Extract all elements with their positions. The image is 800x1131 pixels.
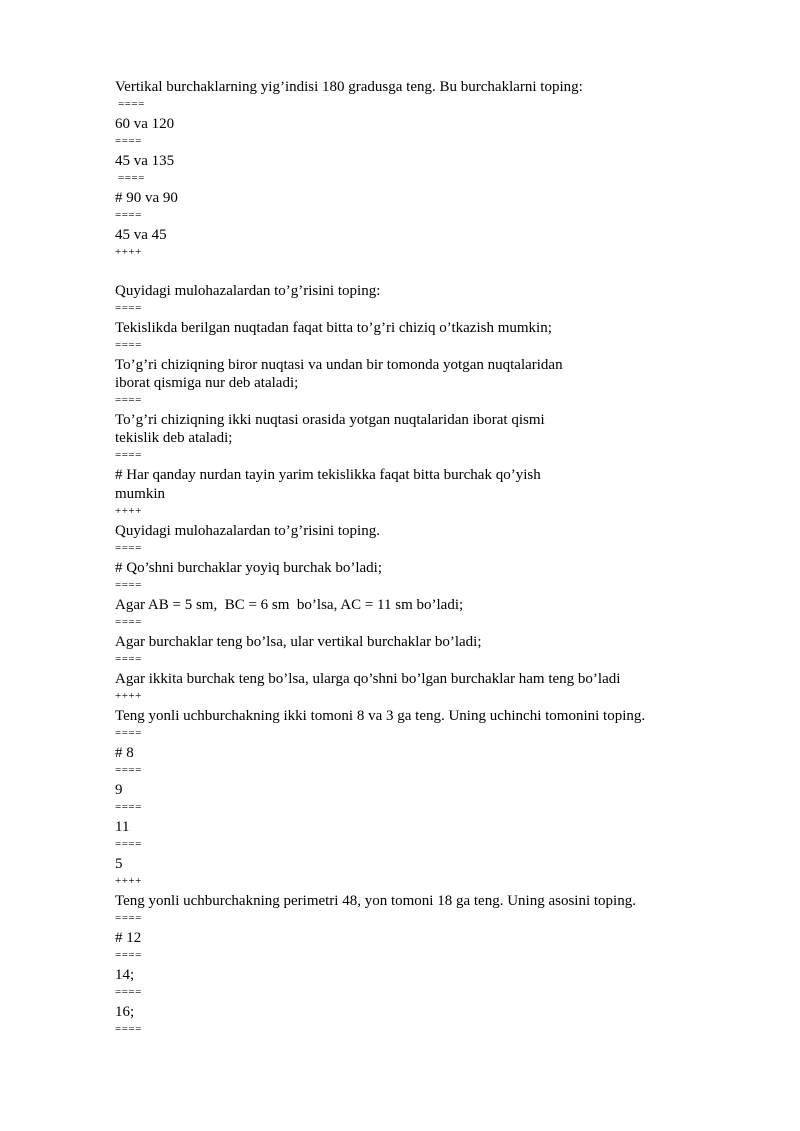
separator: ==== xyxy=(115,912,142,924)
separator: ==== xyxy=(115,1023,142,1035)
separator: ==== xyxy=(115,727,142,739)
q2-option-2-line-1: To’g’ri chiziqning biror nuqtasi va undan bir tomonda yotgan nuqtalaridan xyxy=(115,357,563,373)
q1-option-2: 45 va 135 xyxy=(115,153,175,169)
q4-option-4: 5 xyxy=(115,856,123,872)
q4-option-2: 9 xyxy=(115,782,123,798)
separator: ==== xyxy=(115,949,142,961)
separator: ==== xyxy=(115,449,142,461)
q3-option-4: Agar ikkita burchak teng bo’lsa, ularga qo’shni bo’lgan burchaklar ham teng bo’ladi xyxy=(115,671,621,687)
separator: ==== xyxy=(115,339,142,351)
end-marker: ++++ xyxy=(115,875,142,887)
q2-option-4-line-2: mumkin xyxy=(115,486,166,502)
end-marker: ++++ xyxy=(115,505,142,517)
q3-option-1: # Qo’shni burchaklar yoyiq burchak bo’ladi; xyxy=(115,560,383,576)
separator: ==== xyxy=(115,986,142,998)
q5-question: Teng yonli uchburchakning perimetri 48, yon tomoni 18 ga teng. Uning asosini toping. xyxy=(115,893,636,909)
end-marker: ++++ xyxy=(115,246,142,258)
q5-option-1: # 12 xyxy=(115,930,142,946)
q1-option-3: # 90 va 90 xyxy=(115,190,178,206)
separator: ==== xyxy=(115,764,142,776)
separator: ==== xyxy=(115,801,142,813)
q2-option-1: Tekislikda berilgan nuqtadan faqat bitta to’g’ri chiziq o’tkazish mumkin; xyxy=(115,320,552,336)
separator: ==== xyxy=(115,302,142,314)
separator: ==== xyxy=(115,394,142,406)
q4-option-3: 11 xyxy=(115,819,130,835)
q5-option-3: 16; xyxy=(115,1004,135,1020)
separator: ==== xyxy=(115,838,142,850)
q4-question: Teng yonli uchburchakning ikki tomoni 8 va 3 ga teng. Uning uchinchi tomonini toping. xyxy=(115,708,646,724)
separator: ==== xyxy=(115,135,142,147)
q5-option-2: 14; xyxy=(115,967,135,983)
q2-option-3-line-2: tekislik deb ataladi; xyxy=(115,430,233,446)
separator: ==== xyxy=(115,653,142,665)
q2-question: Quyidagi mulohazalardan to’g’risini toping: xyxy=(115,283,381,299)
q3-question: Quyidagi mulohazalardan to’g’risini toping. xyxy=(115,523,380,539)
separator: ==== xyxy=(118,172,145,184)
q1-option-1: 60 va 120 xyxy=(115,116,175,132)
separator: ==== xyxy=(115,579,142,591)
q1-question: Vertikal burchaklarning yig’indisi 180 gradusga teng. Bu burchaklarni toping: xyxy=(115,79,583,95)
q2-option-4-line-1: # Har qanday nurdan tayin yarim tekislikka faqat bitta burchak qo’yish xyxy=(115,467,541,483)
separator: ==== xyxy=(115,209,142,221)
q4-option-1: # 8 xyxy=(115,745,134,761)
q3-option-2: Agar AB = 5 sm, BC = 6 sm bo’lsa, AC = 11 sm bo’ladi; xyxy=(115,597,464,613)
separator: ==== xyxy=(115,542,142,554)
q2-option-3-line-1: To’g’ri chiziqning ikki nuqtasi orasida yotgan nuqtalaridan iborat qismi xyxy=(115,412,545,428)
q2-option-2-line-2: iborat qismiga nur deb ataladi; xyxy=(115,375,299,391)
separator: ==== xyxy=(118,98,145,110)
q3-option-3: Agar burchaklar teng bo’lsa, ular vertikal burchaklar bo’ladi; xyxy=(115,634,482,650)
separator: ==== xyxy=(115,616,142,628)
end-marker: ++++ xyxy=(115,690,142,702)
q1-option-4: 45 va 45 xyxy=(115,227,167,243)
